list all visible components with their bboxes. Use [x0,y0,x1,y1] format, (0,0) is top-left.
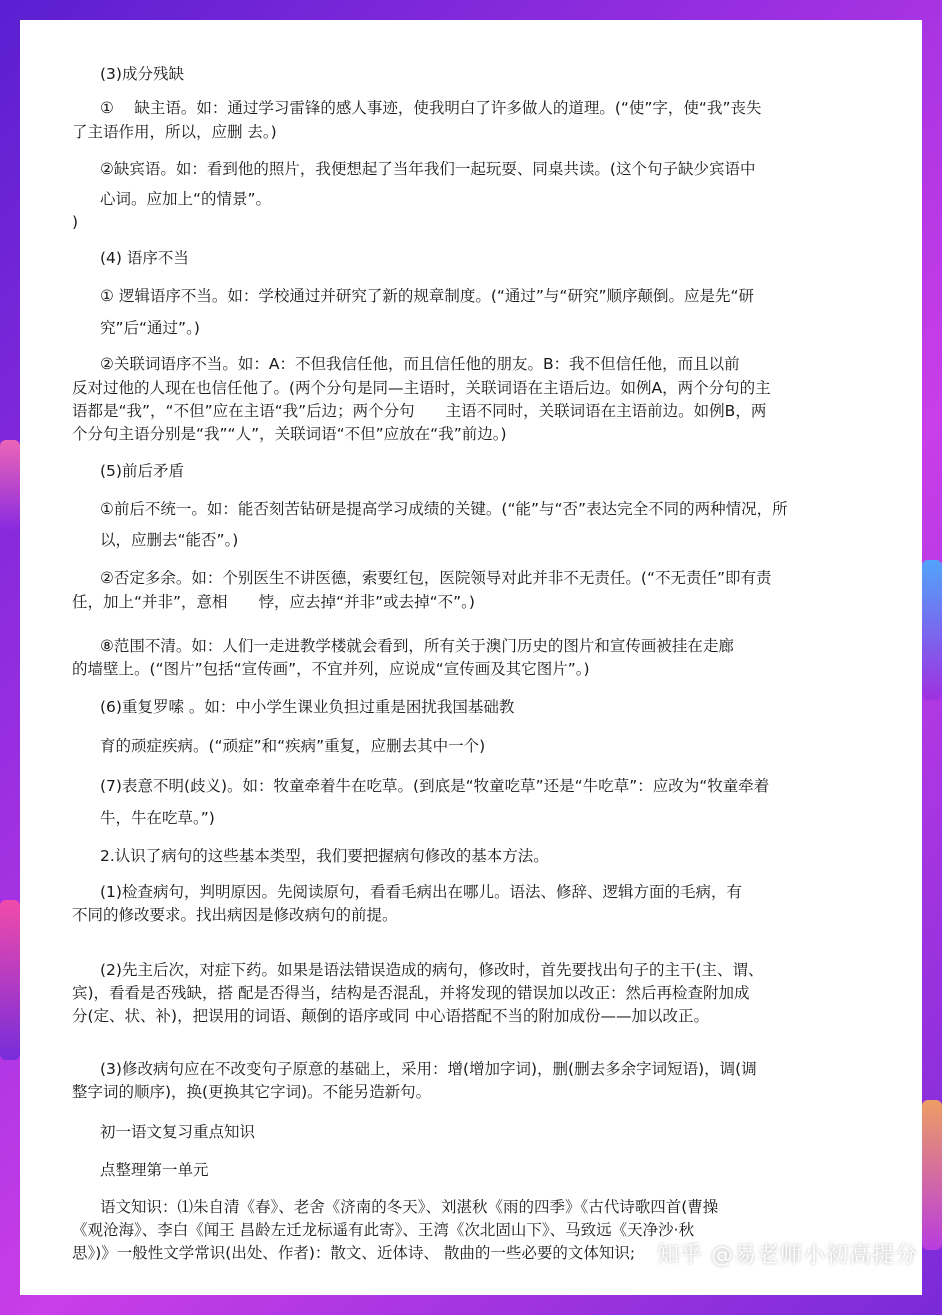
text-line: (6)重复罗嗦 。如：中小学生课业负担过重是困扰我国基础教 [100,698,515,716]
text-line: ②否定多余。如：个别医生不讲医德，索要红包，医院领导对此并非不无责任。(“不无责任”即有责 [100,569,772,587]
decor-stripe-right-bottom [922,1100,942,1250]
text-line: ) [72,213,79,231]
text-line: ⑧范围不清。如：人们一走进教学楼就会看到，所有关于澳门历史的图片和宣传画被挂在走廊 [100,637,734,655]
text-line: 究”后“通过”。) [100,319,200,337]
text-line: 点整理第一单元 [100,1161,209,1179]
text-line: ① 缺主语。如：通过学习雷锋的感人事迹，使我明白了许多做人的道理。(“使”字，使“我”丧失 [100,99,762,117]
text-line: 牛，牛在吃草。”) [100,809,215,827]
text-line: 以，应删去“能否”。) [100,531,239,549]
text-line: 初一语文复习重点知识 [100,1123,256,1141]
text-line: 个分句主语分别是“我”“人”，关联词语“不但”应放在“我”前边。) [72,425,507,443]
text-line: 思》)》一般性文学常识(出处、作者)：散文、近体诗、 散曲的一些必要的文体知识; [72,1244,636,1262]
text-line: 的墙壁上。(“图片”包括“宣传画”，不宜并列，应说成“宣传画及其它图片”。) [72,660,590,678]
document-page [20,20,922,1295]
text-line: ① 逻辑语序不当。如：学校通过并研究了新的规章制度。(“通过”与“研究”顺序颠倒。应是先“研 [100,287,755,305]
watermark: 知乎 @易老师小初高提分 [657,1243,918,1268]
text-line: 了主语作用，所以，应删 去。) [72,123,277,141]
text-line: 2.认识了病句的这些基本类型，我们要把握病句修改的基本方法。 [100,847,549,865]
text-line: ②缺宾语。如：看到他的照片，我便想起了当年我们一起玩耍、同桌共读。(这个句子缺少宾语中 [100,160,756,178]
text-line: ②关联词语序不当。如：A：不但我信任他，而且信任他的朋友。B：我不但信任他，而且以前 [100,355,740,373]
section-heading: (5)前后矛盾 [100,462,184,480]
text-line: 宾)，看看是否残缺，搭 配是否得当，结构是否混乱，并将发现的错误加以改正：然后再检查附加成 [72,984,750,1002]
text-line: (3)修改病句应在不改变句子原意的基础上，采用：增(增加字词)，删(删去多余字词短语)，调(调 [100,1060,757,1078]
section-heading: (3)成分残缺 [100,65,184,83]
text-line: 语文知识：⑴朱自清《春》、老舍《济南的冬天》、刘湛秋《雨的四季》《古代诗歌四首(曹操 [100,1198,719,1216]
decor-stripe-right-mid [922,560,942,700]
text-line: 育的顽症疾病。(“顽症”和“疾病”重复，应删去其中一个) [100,737,486,755]
text-line: (2)先主后次，对症下药。如果是语法错误造成的病句，修改时，首先要找出句子的主干(主、谓、 [100,961,764,979]
decor-stripe-left-top [0,440,20,530]
text-line: 语都是“我”，“不但”应在主语“我”后边；两个分句 主语不同时，关联词语在主语前边。如例B，两 [72,402,767,420]
text-line: 整字词的顺序)，换(更换其它字词)。不能另造新句。 [72,1083,432,1101]
text-line: 任，加上“并非”，意相 悖，应去掉“并非”或去掉“不”。) [72,593,475,611]
text-line: 《观沧海》、李白《闻王 昌龄左迁龙标遥有此寄》、王湾《次北固山下》、马致远《天净沙·秋 [72,1221,695,1239]
text-line: 反对过他的人现在也信任他了。(两个分句是同—主语时，关联词语在主语后边。如例A，两个分句的主 [72,379,771,397]
text-line: 分(定、状、补)，把误用的词语、颠倒的语序或同 中心语搭配不当的附加成份——加以改正。 [72,1007,710,1025]
text-line: (7)表意不明(歧义)。如：牧童牵着牛在吃草。(到底是“牧童吃草”还是“牛吃草”：应改为“牧童牵着 [100,777,770,795]
decor-stripe-left-bottom [0,900,20,1060]
text-line: 不同的修改要求。找出病因是修改病句的前提。 [72,906,398,924]
text-line: ①前后不统一。如：能否刻苦钻研是提高学习成绩的关键。(“能”与“否”表达完全不同的两种情况，所 [100,500,788,518]
section-heading: (4) 语序不当 [100,249,189,267]
text-line: 心词。应加上“的情景”。 [100,190,272,208]
text-line: (1)检查病句，判明原因。先阅读原句，看看毛病出在哪儿。语法、修辞、逻辑方面的毛病，有 [100,883,742,901]
